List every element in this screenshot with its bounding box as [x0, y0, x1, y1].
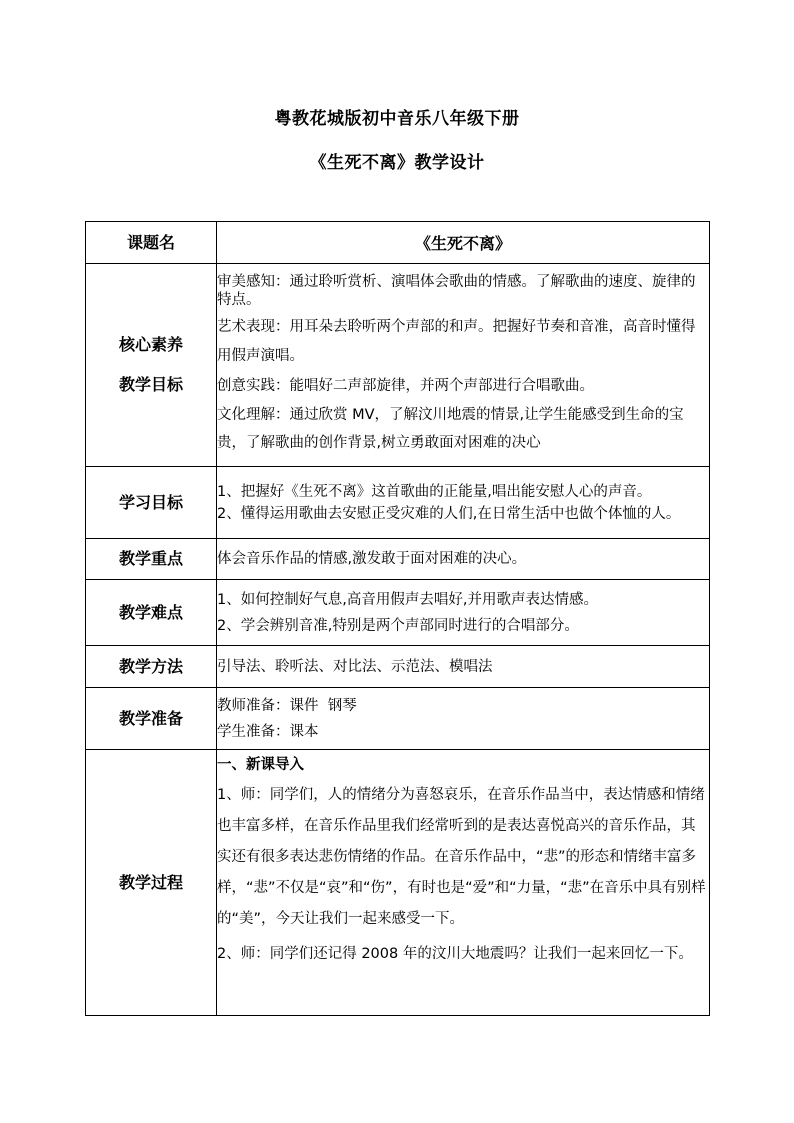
process-content: [217, 750, 710, 1016]
table-row-core-goals: [86, 264, 710, 467]
process-section-title: 一、新课导入: [217, 757, 304, 773]
methods-text: 引导法、聆听法、对比法、示范法、模唱法: [217, 658, 493, 675]
lesson-plan-table: [85, 221, 710, 1016]
label-core-goals: 核心素养 教学目标: [86, 264, 217, 467]
table-row-methods: [86, 646, 710, 688]
table-row-key-points: [86, 539, 710, 580]
topic-value: 《生死不离》: [217, 222, 710, 264]
difficulty-2: 2、学会辨别音准,特别是两个声部同时进行的合唱部分。: [217, 617, 579, 634]
table-row-process: [86, 750, 710, 1016]
preparation-content: [217, 688, 710, 750]
core-goal-expression: 艺术表现：用耳朵去聆听两个声部的和声。把握好节奏和音准，高音时懂得用假声演唱。: [217, 319, 696, 364]
table-row-study-goals: [86, 467, 710, 539]
label-difficulties: 教学难点: [86, 580, 217, 646]
table-row-difficulties: [86, 580, 710, 646]
student-preparation: 学生准备：课本: [217, 723, 319, 740]
label-process: 教学过程: [86, 750, 217, 1016]
difficulties-content: [217, 580, 710, 646]
study-goal-1: 1、把握好《生死不离》这首歌曲的正能量,唱出能安慰人心的声音。: [217, 483, 652, 500]
label-key-points: 教学重点: [86, 539, 217, 580]
difficulty-1: 1、如何控制好气息,高音用假声去唱好,并用歌声表达情感。: [217, 591, 598, 608]
core-goal-culture: 文化理解：通过欣赏 MV，了解汶川地震的情景,让学生能感受到生命的宝贵，了解歌曲的创作背景,树立勇敢面对困难的决心: [217, 407, 684, 451]
process-paragraph-2: 2、师：同学们还记得 2008 年的汶川大地震吗？让我们一起来回忆一下。: [217, 946, 693, 962]
key-points-content: [217, 539, 710, 580]
table-row-topic: [86, 222, 710, 264]
label-preparation: 教学准备: [86, 688, 217, 750]
core-goal-perception: 审美感知：通过聆听赏析、演唱体会歌曲的情感。了解歌曲的速度、旋律的特点。: [217, 274, 696, 308]
methods-content: [217, 646, 710, 688]
core-goals-content: [217, 264, 710, 467]
label-study-goals: 学习目标: [86, 467, 217, 539]
label-topic: 课题名: [86, 222, 217, 264]
table-row-preparation: [86, 688, 710, 750]
study-goal-2: 2、懂得运用歌曲去安慰正受灾难的人们,在日常生活中也做个体恤的人。: [217, 505, 681, 522]
teacher-preparation: 教师准备：课件 钢琴: [217, 697, 357, 714]
process-paragraph-1: 1、师：同学们，人的情绪分为喜怒哀乐，在音乐作品当中，表达情感和情绪也丰富多样，在音乐作品里我们经常听到的是表达喜悦高兴的音乐作品，其实还有很多表达悲伤情绪的作品。在音乐作品中，“悲”的形态和情绪丰富多样，“悲”不仅是“哀”和“伤”，有时也是“爱”和“力量，“悲”在音乐中具有别样的“美”，今天让我们一起来感受一下。: [217, 787, 706, 927]
key-point-1: 体会音乐作品的情感,激发敢于面对困难的决心。: [217, 551, 527, 567]
document-subtitle: 《生死不离》教学设计: [309, 153, 485, 173]
label-methods: 教学方法: [86, 646, 217, 688]
core-goal-practice: 创意实践：能唱好二声部旋律，并两个声部进行合唱歌曲。: [217, 378, 594, 394]
document-title: 粤教花城版初中音乐八年级下册: [274, 109, 520, 129]
study-goals-content: [217, 467, 710, 539]
